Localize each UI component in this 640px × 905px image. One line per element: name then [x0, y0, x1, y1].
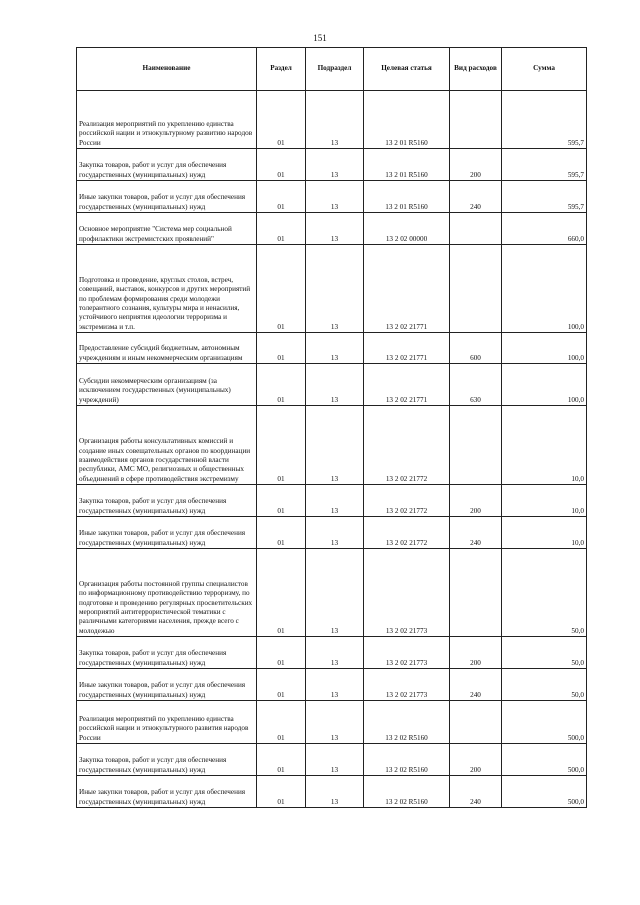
row-section: 01 — [257, 406, 306, 485]
row-target: 13 2 02 R5160 — [364, 701, 450, 744]
row-name: Закупка товаров, работ и услуг для обеспечения государственных (муниципальных) нужд — [77, 485, 257, 517]
row-amount: 10,0 — [502, 485, 587, 517]
row-name: Реализация мероприятий по укреплению единства российской нации и этнокультурного развития народов России — [77, 701, 257, 744]
table-row — [77, 485, 587, 517]
row-subsection: 13 — [306, 637, 364, 669]
row-name: Иные закупки товаров, работ и услуг для обеспечения государственных (муниципальных) нужд — [77, 776, 257, 808]
row-target: 13 2 01 R5160 — [364, 181, 450, 213]
row-subsection: 13 — [306, 245, 364, 333]
row-name: Основное мероприятие "Система мер социальной профилактики экстремистских проявлений" — [77, 213, 257, 245]
row-target: 13 2 02 R5160 — [364, 776, 450, 808]
row-section: 01 — [257, 245, 306, 333]
row-expense-type — [450, 91, 502, 149]
column-header-amount: Сумма — [502, 48, 587, 91]
row-section: 01 — [257, 517, 306, 549]
row-amount: 100,0 — [502, 364, 587, 406]
table-row — [77, 701, 587, 744]
row-name: Иные закупки товаров, работ и услуг для обеспечения государственных (муниципальных) нужд — [77, 181, 257, 213]
table-row — [77, 213, 587, 245]
table-row — [77, 669, 587, 701]
row-name: Подготовка и проведение, круглых столов, встреч, совещаний, выставок, конкурсов и других мероприятий по проблемам формирования среди молодежи толерантного сознания, культуры мира и ненасилия, устойчивого неприятия идеологии терроризма и экстремизма и т.п. — [77, 245, 257, 333]
row-amount: 10,0 — [502, 406, 587, 485]
row-subsection: 13 — [306, 181, 364, 213]
row-expense-type: 200 — [450, 637, 502, 669]
row-target: 13 2 02 R5160 — [364, 744, 450, 776]
row-subsection: 13 — [306, 669, 364, 701]
row-name: Закупка товаров, работ и услуг для обеспечения государственных (муниципальных) нужд — [77, 149, 257, 181]
row-section: 01 — [257, 333, 306, 364]
row-amount: 50,0 — [502, 669, 587, 701]
row-expense-type — [450, 701, 502, 744]
row-subsection: 13 — [306, 517, 364, 549]
row-subsection: 13 — [306, 744, 364, 776]
row-expense-type: 200 — [450, 744, 502, 776]
table-row — [77, 181, 587, 213]
row-section: 01 — [257, 149, 306, 181]
row-amount: 595,7 — [502, 149, 587, 181]
row-name: Реализация мероприятий по укреплению единства российской нации и этнокультурному развитию народов России — [77, 91, 257, 149]
row-subsection: 13 — [306, 406, 364, 485]
page-number: 151 — [313, 33, 327, 43]
row-target: 13 2 02 21773 — [364, 669, 450, 701]
table-row — [77, 517, 587, 549]
row-amount: 500,0 — [502, 701, 587, 744]
row-expense-type: 600 — [450, 333, 502, 364]
row-expense-type — [450, 406, 502, 485]
table-row — [77, 333, 587, 364]
row-target: 13 2 02 21771 — [364, 333, 450, 364]
row-target: 13 2 02 21772 — [364, 406, 450, 485]
row-amount: 100,0 — [502, 333, 587, 364]
table-row — [77, 91, 587, 149]
row-subsection: 13 — [306, 149, 364, 181]
row-expense-type — [450, 549, 502, 637]
row-name: Иные закупки товаров, работ и услуг для обеспечения государственных (муниципальных) нужд — [77, 517, 257, 549]
table-row — [77, 406, 587, 485]
row-amount: 500,0 — [502, 744, 587, 776]
row-subsection: 13 — [306, 776, 364, 808]
row-expense-type: 240 — [450, 181, 502, 213]
row-target: 13 2 02 00000 — [364, 213, 450, 245]
row-expense-type — [450, 245, 502, 333]
row-section: 01 — [257, 549, 306, 637]
table-row — [77, 549, 587, 637]
table-row — [77, 149, 587, 181]
row-target: 13 2 02 21772 — [364, 485, 450, 517]
row-target: 13 2 01 R5160 — [364, 149, 450, 181]
table-row — [77, 637, 587, 669]
table-header-row — [77, 48, 587, 91]
row-target: 13 2 02 21772 — [364, 517, 450, 549]
row-section: 01 — [257, 701, 306, 744]
row-expense-type: 200 — [450, 485, 502, 517]
row-amount: 660,0 — [502, 213, 587, 245]
row-expense-type: 240 — [450, 776, 502, 808]
column-header-target: Целевая статья — [364, 48, 450, 91]
row-target: 13 2 02 21773 — [364, 549, 450, 637]
row-name: Предоставление субсидий бюджетным, автономным учреждениям и иным некоммерческим организациям — [77, 333, 257, 364]
row-name: Организация работы консультативных комиссий и создание иных совещательных органов по координации взаимодействия органов государственной власти республики, АМС МО, религиозных и общественных объединений в сфере противодействия экстремизму — [77, 406, 257, 485]
row-expense-type: 240 — [450, 517, 502, 549]
row-subsection: 13 — [306, 701, 364, 744]
row-name: Иные закупки товаров, работ и услуг для обеспечения государственных (муниципальных) нужд — [77, 669, 257, 701]
column-header-expense-type: Вид расходов — [450, 48, 502, 91]
table-row — [77, 744, 587, 776]
column-header-name: Наименование — [77, 48, 257, 91]
row-section: 01 — [257, 364, 306, 406]
row-section: 01 — [257, 744, 306, 776]
column-header-subsection: Подраздел — [306, 48, 364, 91]
row-amount: 100,0 — [502, 245, 587, 333]
row-section: 01 — [257, 181, 306, 213]
row-amount: 50,0 — [502, 637, 587, 669]
table-row — [77, 364, 587, 406]
row-name: Закупка товаров, работ и услуг для обеспечения государственных (муниципальных) нужд — [77, 637, 257, 669]
row-section: 01 — [257, 213, 306, 245]
row-name: Закупка товаров, работ и услуг для обеспечения государственных (муниципальных) нужд — [77, 744, 257, 776]
row-section: 01 — [257, 637, 306, 669]
row-subsection: 13 — [306, 364, 364, 406]
row-amount: 595,7 — [502, 181, 587, 213]
row-target: 13 2 02 21771 — [364, 245, 450, 333]
row-subsection: 13 — [306, 333, 364, 364]
row-name: Организация работы постоянной группы специалистов по информационному противодействию терроризму, по подготовке и проведению регулярных просветительских мероприятий антитеррористической тематики с различными категориями населения, прежде всего с молодежью — [77, 549, 257, 637]
budget-table — [76, 47, 587, 808]
row-expense-type: 630 — [450, 364, 502, 406]
row-target: 13 2 02 21771 — [364, 364, 450, 406]
row-target: 13 2 02 21773 — [364, 637, 450, 669]
row-expense-type — [450, 213, 502, 245]
row-amount: 595,7 — [502, 91, 587, 149]
row-subsection: 13 — [306, 91, 364, 149]
row-expense-type: 240 — [450, 669, 502, 701]
row-subsection: 13 — [306, 213, 364, 245]
table-body — [77, 91, 587, 808]
table-row — [77, 245, 587, 333]
row-amount: 50,0 — [502, 549, 587, 637]
row-target: 13 2 01 R5160 — [364, 91, 450, 149]
row-section: 01 — [257, 485, 306, 517]
row-section: 01 — [257, 91, 306, 149]
row-expense-type: 200 — [450, 149, 502, 181]
table-row — [77, 776, 587, 808]
column-header-section: Раздел — [257, 48, 306, 91]
row-amount: 10,0 — [502, 517, 587, 549]
row-section: 01 — [257, 669, 306, 701]
row-subsection: 13 — [306, 485, 364, 517]
row-amount: 500,0 — [502, 776, 587, 808]
row-subsection: 13 — [306, 549, 364, 637]
row-section: 01 — [257, 776, 306, 808]
row-name: Субсидии некоммерческим организациям (за исключением государственных (муниципальных) учреждений) — [77, 364, 257, 406]
